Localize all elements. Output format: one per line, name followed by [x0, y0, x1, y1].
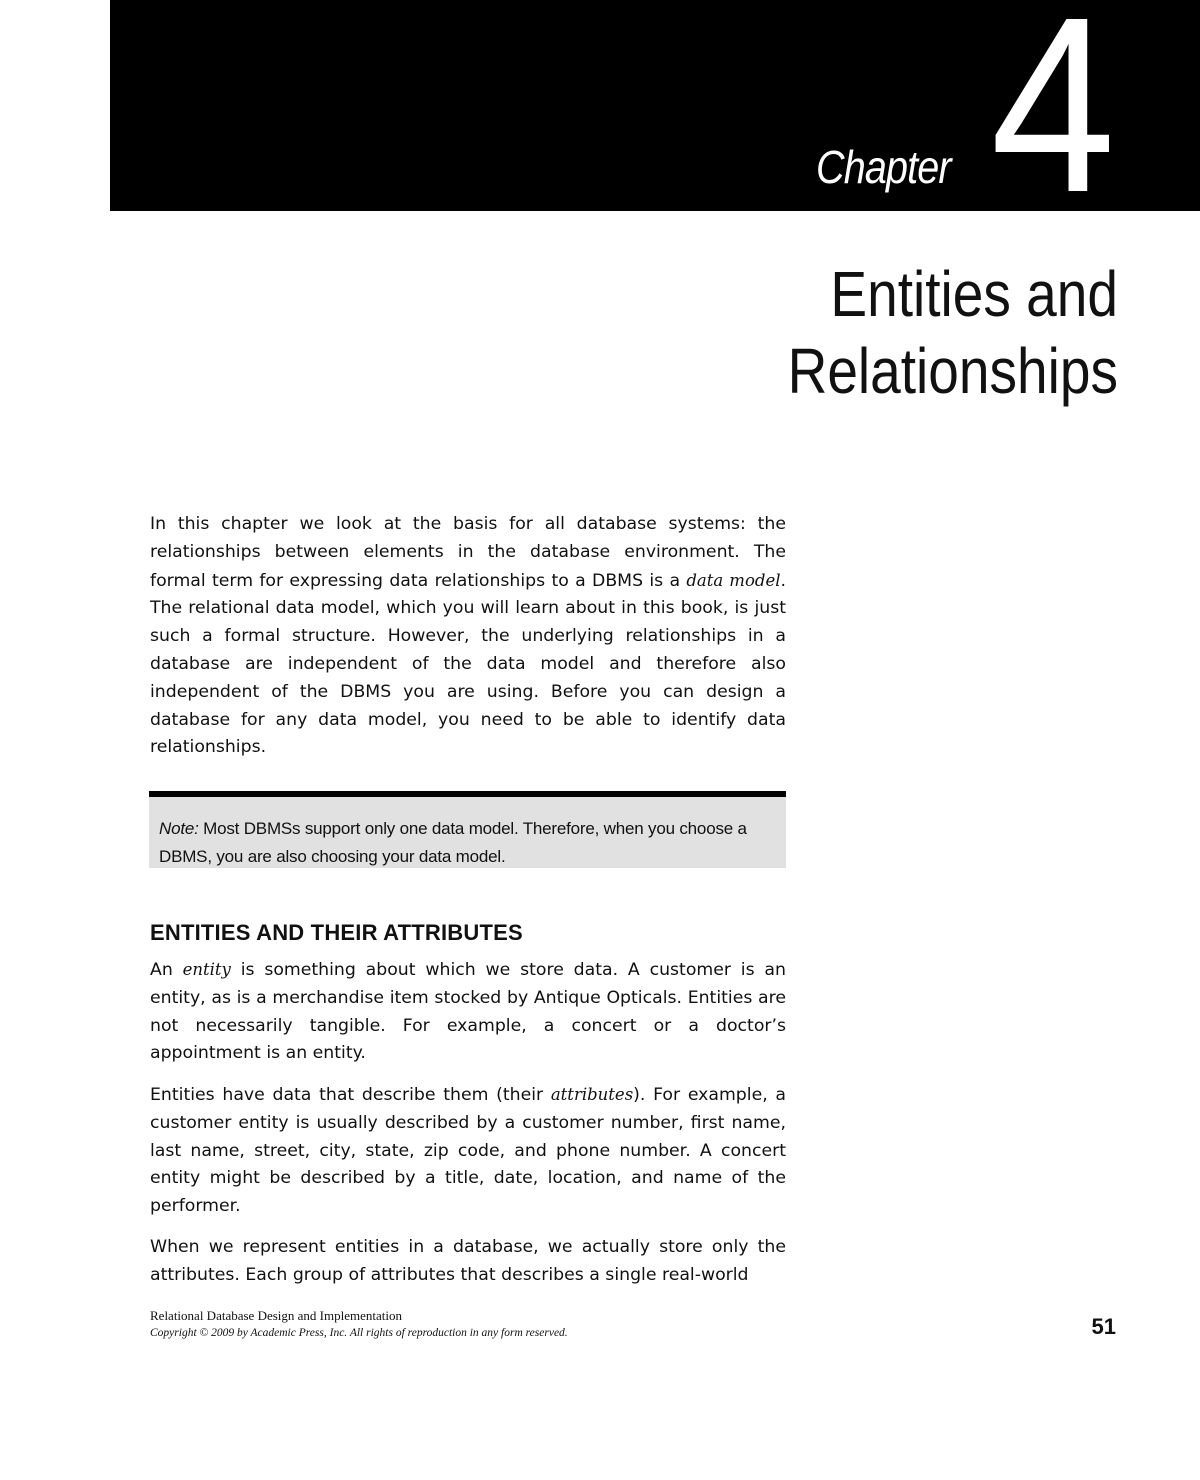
chapter-title [757, 256, 1118, 410]
section-paragraph-1 [150, 956, 786, 1068]
chapter-label: Chapter [816, 141, 951, 193]
note-label: Note: [159, 819, 199, 838]
p2-emphasis: attributes [550, 1085, 634, 1104]
intro-emphasis: data model [686, 570, 781, 590]
p1-text-a: An [150, 960, 183, 980]
footer-copyright: Copyright © 2009 by Academic Press, Inc. All rights of reproduction in any form reserved. [150, 1327, 568, 1339]
section-paragraph-2 [150, 1081, 786, 1221]
intro-text-b: . The relational data model, which you will learn about in this book, is just such a formal structure. However, the underlying relationships in a database are independent of the data model and therefore also independent of the DBMS you are using. Before you can design a database for any data model, you need to be able to identify data relationships. [150, 570, 786, 758]
section-heading: ENTITIES AND THEIR ATTRIBUTES [150, 920, 523, 945]
footer-book-title: Relational Database Design and Implementation [150, 1308, 402, 1323]
note-body: Most DBMSs support only one data model. Therefore, when you choose a DBMS, you are also choosing your data model. [159, 819, 747, 866]
intro-text-a: In this chapter we look at the basis for all database systems: the relationships between elements in the database environment. The formal term for expressing data relationships to a DBMS is a [150, 514, 786, 591]
chapter-number: 4 [990, 0, 1116, 244]
p2-text-a: Entities have data that describe them (their [150, 1085, 551, 1105]
section-paragraph-3: When we represent entities in a database, we actually store only the attributes. Each group of attributes that describes a single real-world [150, 1237, 786, 1285]
chapter-title-line1: Entities and [830, 258, 1118, 330]
intro-paragraph [150, 511, 786, 762]
p1-emphasis: entity [182, 960, 231, 979]
p1-text-b: is something about which we store data. A customer is an entity, as is a merchandise item stocked by Antique Opticals. Entities are not necessarily tangible. For example, a concert or a doctor’s appointment is an entity. [150, 960, 786, 1064]
p2-text-b: ). For example, a customer entity is usually described by a customer number, first name, last name, street, city, state, zip code, and phone number. A concert entity might be described by a title, date, location, and name of the performer. [150, 1085, 786, 1217]
page-number: 51 [1091, 1314, 1116, 1339]
chapter-title-line2: Relationships [787, 335, 1118, 407]
note-box [149, 791, 786, 868]
note-text [159, 815, 776, 871]
